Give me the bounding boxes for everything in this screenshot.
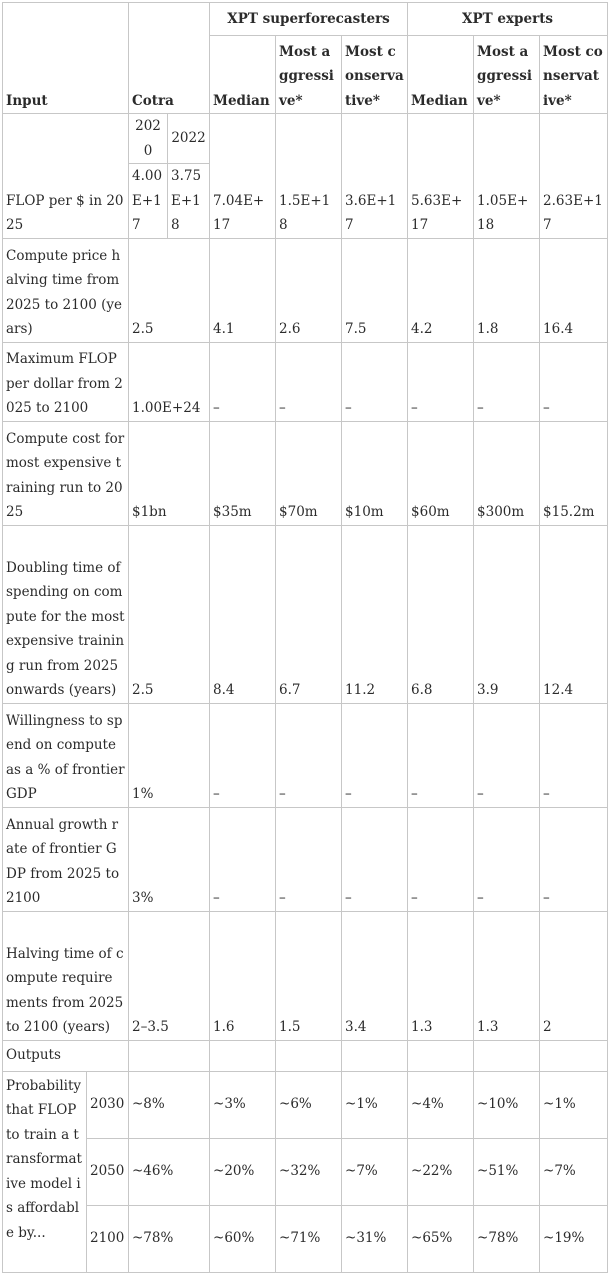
cell: 1.6: [210, 911, 276, 1040]
cell: 1.5: [276, 911, 342, 1040]
cell: ~65%: [408, 1205, 474, 1272]
cell: [474, 1040, 540, 1071]
header-cotra: Cotra: [129, 3, 210, 114]
cell: 1.5E+18: [276, 114, 342, 239]
row-label: Halving time of compute requirements from 2025 to 2100 (years): [3, 911, 129, 1040]
row-label: Compute cost for most expensive training run to 2025: [3, 421, 129, 525]
cell: [210, 1040, 276, 1071]
cell: ~78%: [474, 1205, 540, 1272]
cell: ~22%: [408, 1138, 474, 1205]
cell: 1.3: [408, 911, 474, 1040]
cell: –: [342, 342, 408, 421]
table-row: [3, 1071, 608, 1138]
header-xpt-superforecasters: XPT superforecasters: [210, 3, 408, 36]
cell: ~7%: [540, 1138, 608, 1205]
cell: ~4%: [408, 1071, 474, 1138]
cell: ~3%: [210, 1071, 276, 1138]
header-ex-aggressive: Most aggressive*: [474, 36, 540, 114]
cell: 7.5: [342, 238, 408, 342]
table-row: [3, 1138, 608, 1205]
cell: ~7%: [342, 1138, 408, 1205]
cell: ~1%: [540, 1071, 608, 1138]
cell: 12.4: [540, 525, 608, 703]
cell: –: [408, 342, 474, 421]
cell: [342, 1040, 408, 1071]
table-row: [3, 525, 608, 703]
cell: 3.75E+18: [168, 164, 210, 239]
cell: $1bn: [129, 421, 210, 525]
cell: 2.5: [129, 525, 210, 703]
cell: 2.5: [129, 238, 210, 342]
cell: 1.3: [474, 911, 540, 1040]
cell: ~19%: [540, 1205, 608, 1272]
cell: 2: [540, 911, 608, 1040]
cell: 1.00E+24: [129, 342, 210, 421]
cell: 11.2: [342, 525, 408, 703]
cell: $15.2m: [540, 421, 608, 525]
cell: –: [342, 807, 408, 911]
outputs-label: Outputs: [3, 1040, 129, 1071]
cell: 6.7: [276, 525, 342, 703]
cell: ~32%: [276, 1138, 342, 1205]
cell: 16.4: [540, 238, 608, 342]
cell: ~60%: [210, 1205, 276, 1272]
cell: 3%: [129, 807, 210, 911]
cell: 1.8: [474, 238, 540, 342]
cell: –: [540, 807, 608, 911]
table-row: [3, 114, 608, 164]
header-sf-median: Median: [210, 36, 276, 114]
output-year: 2030: [87, 1071, 129, 1138]
cell: ~8%: [129, 1071, 210, 1138]
cell: ~51%: [474, 1138, 540, 1205]
cell: $10m: [342, 421, 408, 525]
row-label: Maximum FLOP per dollar from 2025 to 2100: [3, 342, 129, 421]
cell: ~78%: [129, 1205, 210, 1272]
cell: ~31%: [342, 1205, 408, 1272]
cell: –: [342, 703, 408, 807]
row-label: Compute price halving time from 2025 to 2100 (years): [3, 238, 129, 342]
cell: $70m: [276, 421, 342, 525]
cell: [540, 1040, 608, 1071]
table-row: [3, 342, 608, 421]
cell: –: [540, 342, 608, 421]
cell: –: [210, 807, 276, 911]
cell: –: [210, 342, 276, 421]
cell: 4.1: [210, 238, 276, 342]
cell: [408, 1040, 474, 1071]
cell: $300m: [474, 421, 540, 525]
comparison-table: [2, 2, 608, 1273]
header-input: Input: [3, 3, 129, 114]
header-sf-aggressive: Most aggressive*: [276, 36, 342, 114]
cell: 5.63E+17: [408, 114, 474, 239]
cell: ~1%: [342, 1071, 408, 1138]
cotra-year-2020: 2020: [129, 114, 168, 164]
cell: ~6%: [276, 1071, 342, 1138]
cell: –: [540, 703, 608, 807]
cell: –: [276, 807, 342, 911]
table-row: [3, 911, 608, 1040]
cotra-year-2022: 2022: [168, 114, 210, 164]
header-ex-conservative: Most conservative*: [540, 36, 608, 114]
cell: $60m: [408, 421, 474, 525]
row-label: Willingness to spend on compute as a % of frontier GDP: [3, 703, 129, 807]
table-row: [3, 238, 608, 342]
cell: ~46%: [129, 1138, 210, 1205]
cell: 3.9: [474, 525, 540, 703]
cell: 4.00E+17: [129, 164, 168, 239]
header-sf-conservative: Most conservative*: [342, 36, 408, 114]
output-year: 2100: [87, 1205, 129, 1272]
table-row: [3, 703, 608, 807]
cell: –: [408, 807, 474, 911]
cell: 3.6E+17: [342, 114, 408, 239]
header-row-groups: [3, 3, 608, 36]
cell: –: [276, 342, 342, 421]
cell: –: [408, 703, 474, 807]
table-row: [3, 421, 608, 525]
cell: 3.4: [342, 911, 408, 1040]
cell: 7.04E+17: [210, 114, 276, 239]
cell: –: [474, 342, 540, 421]
header-xpt-experts: XPT experts: [408, 3, 608, 36]
cell: 4.2: [408, 238, 474, 342]
outputs-section-row: [3, 1040, 608, 1071]
cell: 2–3.5: [129, 911, 210, 1040]
cell: –: [210, 703, 276, 807]
cell: –: [276, 703, 342, 807]
table-row: [3, 807, 608, 911]
cell: ~10%: [474, 1071, 540, 1138]
table-row: [3, 1205, 608, 1272]
cell: 1.05E+18: [474, 114, 540, 239]
cell: –: [474, 703, 540, 807]
cell: 1%: [129, 703, 210, 807]
cell: [276, 1040, 342, 1071]
cell: 2.6: [276, 238, 342, 342]
cell: –: [474, 807, 540, 911]
row-label: Doubling time of spending on compute for the most expensive training run from 2025 onwards (years): [3, 525, 129, 703]
cell: 2.63E+17: [540, 114, 608, 239]
cell: 8.4: [210, 525, 276, 703]
header-ex-median: Median: [408, 36, 474, 114]
probability-label: Probability that FLOP to train a transformative model is affordable by...: [3, 1071, 87, 1272]
row-label-flop: FLOP per $ in 2025: [3, 114, 129, 239]
cell: ~71%: [276, 1205, 342, 1272]
cell: 6.8: [408, 525, 474, 703]
output-year: 2050: [87, 1138, 129, 1205]
cell: $35m: [210, 421, 276, 525]
cell: ~20%: [210, 1138, 276, 1205]
row-label: Annual growth rate of frontier GDP from 2025 to 2100: [3, 807, 129, 911]
cell: [129, 1040, 210, 1071]
